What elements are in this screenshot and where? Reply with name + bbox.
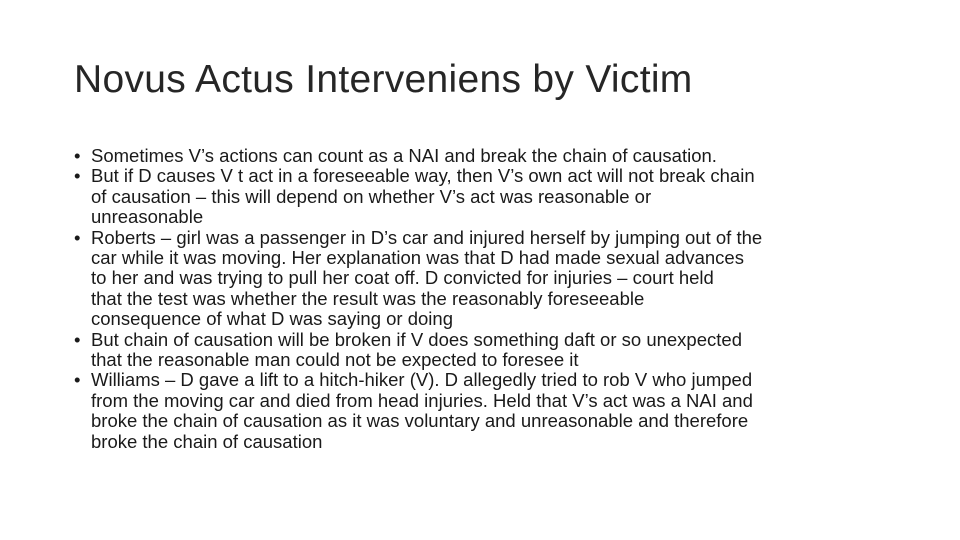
bullet-text-line: Williams – D gave a lift to a hitch-hiker (V). D allegedly tried to rob V who jumped <box>91 369 753 391</box>
bullet-marker: • <box>74 145 81 166</box>
bullet-text-line: But if D causes V t act in a foreseeable way, then V’s own act will not break chain <box>91 165 755 187</box>
slide-title: Novus Actus Interveniens by Victim <box>74 58 693 101</box>
bullet-list <box>74 146 904 452</box>
bullet-item-5 <box>74 370 904 452</box>
bullet-text-line: that the test was whether the result was the reasonably foreseeable <box>91 287 645 309</box>
bullet-text-line: But chain of causation will be broken if V does something daft or so unexpected <box>91 328 742 350</box>
bullet-text-line: car while it was moving. Her explanation was that D had made sexual advances <box>91 247 744 269</box>
bullet-marker: • <box>74 369 81 391</box>
bullet-marker: • <box>74 226 81 248</box>
bullet-text-line: consequence of what D was saying or doing <box>91 308 453 330</box>
bullet-item-2 <box>74 166 904 227</box>
bullet-marker: • <box>74 165 81 187</box>
bullet-text-line: Roberts – girl was a passenger in D’s car and injured herself by jumping out of the <box>91 226 763 248</box>
bullet-item-4 <box>74 330 904 371</box>
bullet-text-line: unreasonable <box>91 206 204 228</box>
bullet-text-line: broke the chain of causation as it was voluntary and unreasonable and therefore <box>91 410 749 432</box>
bullet-text-line: Sometimes V’s actions can count as a NAI and break the chain of causation. <box>91 145 717 166</box>
bullet-text-line: broke the chain of causation <box>91 430 323 452</box>
bullet-text-line: from the moving car and died from head injuries. Held that V’s act was a NAI and <box>91 389 753 411</box>
bullet-item-3 <box>74 228 904 330</box>
bullet-text-line: of causation – this will depend on whether V’s act was reasonable or <box>91 185 652 207</box>
bullet-marker: • <box>74 328 81 350</box>
bullet-text-line: to her and was trying to pull her coat off. D convicted for injuries – court held <box>91 267 714 289</box>
bullet-item-1 <box>74 146 904 166</box>
bullet-text-line: that the reasonable man could not be expected to foresee it <box>91 349 579 371</box>
